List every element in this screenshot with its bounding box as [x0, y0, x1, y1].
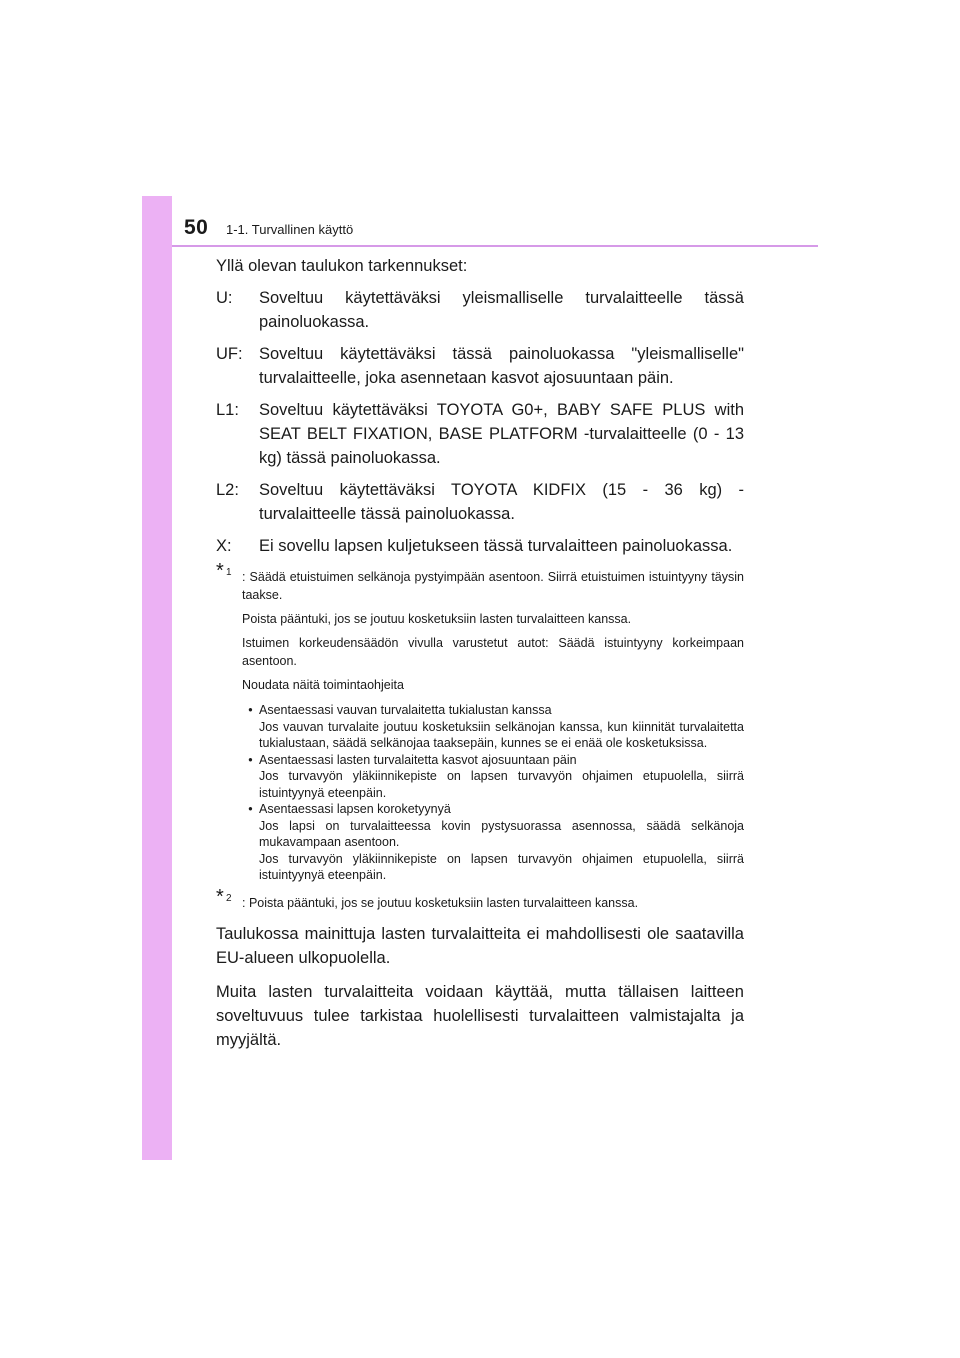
instruction-item: [242, 702, 744, 752]
instruction-heading: Asentaessasi lasten turvalaitetta kasvot ajosuuntaan päin: [259, 752, 577, 767]
definition-item: [216, 478, 744, 526]
instruction-detail: Jos turvavyön yläkiinnikepiste on lapsen turvavyön ohjaimen etupuolella, siirrä istuintyynyä eteenpäin.: [259, 769, 744, 800]
instruction-list: [242, 702, 744, 884]
footnote-1-marker: [216, 560, 242, 604]
footnote-1-head: [216, 560, 744, 604]
instruction-detail: Jos turvavyön yläkiinnikepiste on lapsen turvavyön ohjaimen etupuolella, siirrä istuintyynyä eteenpäin.: [259, 851, 744, 882]
intro-text: Yllä olevan taulukon tarkennukset:: [216, 257, 468, 275]
page-number: 50: [184, 216, 209, 239]
footnote-2-head: [216, 885, 744, 912]
definition-key: L2:: [216, 481, 239, 499]
footnote-2-text: : Poista pääntuki, jos se joutuu kosketuksiin lasten turvalaitteen kanssa.: [242, 895, 639, 910]
footnote-number: 1: [226, 567, 232, 578]
bullet-icon: •: [248, 802, 253, 816]
definition-item: [216, 342, 744, 390]
footnote-star: *: [216, 885, 224, 908]
footnote-2-marker: [216, 885, 242, 912]
definition-list: [216, 286, 744, 558]
page-content: [216, 254, 744, 1052]
bullet-icon: •: [248, 703, 253, 717]
bullet-icon: •: [248, 752, 253, 767]
definition-item: [216, 398, 744, 470]
footnote-1-text: : Säädä etuistuimen selkänoja pystyimpään asentoon. Siirrä etuistuimen istuintyyny täysin taakse.: [242, 570, 744, 602]
definition-key: UF:: [216, 345, 243, 363]
header-rule: [172, 245, 818, 247]
footnote-paragraph: Poista pääntuki, jos se joutuu kosketuksiin lasten turvalaitteen kanssa.: [242, 612, 632, 626]
footnote-paragraph: Noudata näitä toimintaohjeita: [242, 678, 404, 692]
footnote-star: *: [216, 560, 224, 582]
definition-text: Soveltuu käytettäväksi TOYOTA G0+, BABY SAFE PLUS with SEAT BELT FIXATION, BASE PLATFORM -turvalaitteelle (0 - 13 kg) tässä painoluokassa.: [259, 401, 744, 467]
definition-text: Soveltuu käytettäväksi yleismalliselle turvalaitteelle tässä painoluokassa.: [259, 289, 744, 331]
definition-text: Ei sovellu lapsen kuljetukseen tässä turvalaitteen painoluokassa.: [259, 537, 733, 555]
definition-item: [216, 534, 744, 558]
instruction-detail: Jos lapsi on turvalaitteessa kovin pystysuorassa asennossa, säädä selkänoja mukavampaan asentoon.: [259, 818, 744, 849]
closing-paragraph: Taulukossa mainittuja lasten turvalaitteita ei mahdollisesti ole saatavilla EU-alueen ulkopuolella.: [216, 924, 744, 967]
definition-key: U:: [216, 289, 233, 307]
closing-paragraph: Muita lasten turvalaitteita voidaan käyttää, mutta tällaisen laitteen soveltuvuus tulee tarkistaa huolellisesti turvalaitteen valmistajalta ja myyjältä.: [216, 982, 744, 1049]
definition-text: Soveltuu käytettäväksi tässä painoluokassa "yleismalliselle" turvalaitteelle, joka asennetaan kasvot ajosuuntaan päin.: [259, 345, 744, 387]
instruction-heading: Asentaessasi vauvan turvalaitetta tukialustan kanssa: [259, 703, 552, 717]
definition-item: [216, 286, 744, 334]
definition-key: L1:: [216, 401, 239, 419]
instruction-item: [242, 752, 744, 802]
footnote-1: [216, 560, 744, 884]
instruction-heading: Asentaessasi lapsen koroketyynyä: [259, 802, 451, 816]
definition-key: X:: [216, 537, 232, 555]
sidebar-band: [142, 196, 172, 1160]
footnote-2: [216, 885, 744, 912]
instruction-detail: Jos vauvan turvalaite joutuu kosketuksiin selkänojan kanssa, kun kiinnität turvalaitetta tukialustaan, säädä selkänojaa taaksepäin, kunnes se ei enää ole kosketuksissa.: [259, 719, 744, 750]
footnote-paragraph: Istuimen korkeudensäädön vivulla varustetut autot: Säädä istuintyyny korkeimpaan asentoon.: [242, 636, 744, 668]
instruction-item: [242, 801, 744, 884]
footnote-number: 2: [226, 892, 232, 904]
definition-text: Soveltuu käytettäväksi TOYOTA KIDFIX (15 - 36 kg) -turvalaitteelle tässä painoluokassa.: [259, 481, 744, 523]
section-title: 1-1. Turvallinen käyttö: [226, 222, 354, 237]
